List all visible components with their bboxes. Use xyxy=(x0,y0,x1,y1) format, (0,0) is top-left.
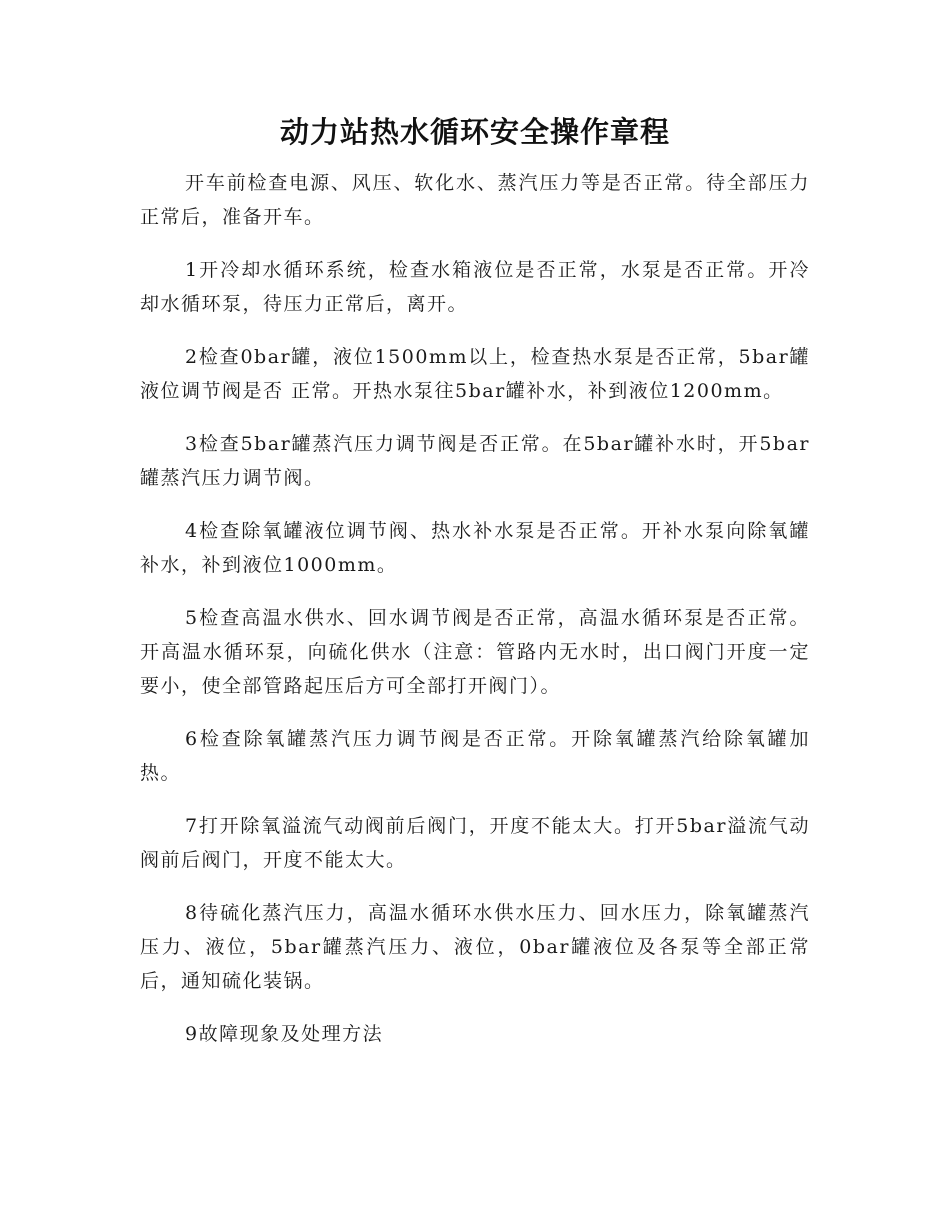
step-4-paragraph: 4检查除氧罐液位调节阀、热水补水泵是否正常。开补水泵向除氧罐补水，补到液位1000mm。 xyxy=(140,520,810,576)
document-title: 动力站热水循环安全操作章程 xyxy=(279,115,670,149)
step-5-paragraph: 5检查高温水供水、回水调节阀是否正常，高温水循环泵是否正常。开高温水循环泵，向硫化供水（注意：管路内无水时，出口阀门开度一定要小，使全部管路起压后方可全部打开阀门）。 xyxy=(140,607,810,697)
document-body xyxy=(140,166,810,1070)
step-1-paragraph: 1开冷却水循环系统，检查水箱液位是否正常，水泵是否正常。开冷却水循环泵，待压力正常后，离开。 xyxy=(140,259,810,315)
intro-paragraph: 开车前检查电源、风压、软化水、蒸汽压力等是否正常。待全部压力正常后，准备开车。 xyxy=(140,172,810,228)
step-9-heading: 9故障现象及处理方法 xyxy=(185,1023,384,1045)
step-3-paragraph: 3检查5bar罐蒸汽压力调节阀是否正常。在5bar罐补水时，开5bar罐蒸汽压力调节阀。 xyxy=(140,433,810,489)
step-7-paragraph: 7打开除氧溢流气动阀前后阀门，开度不能太大。打开5bar溢流气动阀前后阀门，开度不能太大。 xyxy=(140,815,810,871)
step-2-paragraph: 2检查0bar罐，液位1500mm以上，检查热水泵是否正常，5bar罐液位调节阀是否 正常。开热水泵往5bar罐补水，补到液位1200mm。 xyxy=(140,346,810,402)
step-8-paragraph: 8待硫化蒸汽压力，高温水循环水供水压力、回水压力，除氧罐蒸汽压力、液位，5bar罐蒸汽压力、液位，0bar罐液位及各泵等全部正常后，通知硫化装锅。 xyxy=(140,902,810,992)
step-6-paragraph: 6检查除氧罐蒸汽压力调节阀是否正常。开除氧罐蒸汽给除氧罐加热。 xyxy=(140,728,810,784)
